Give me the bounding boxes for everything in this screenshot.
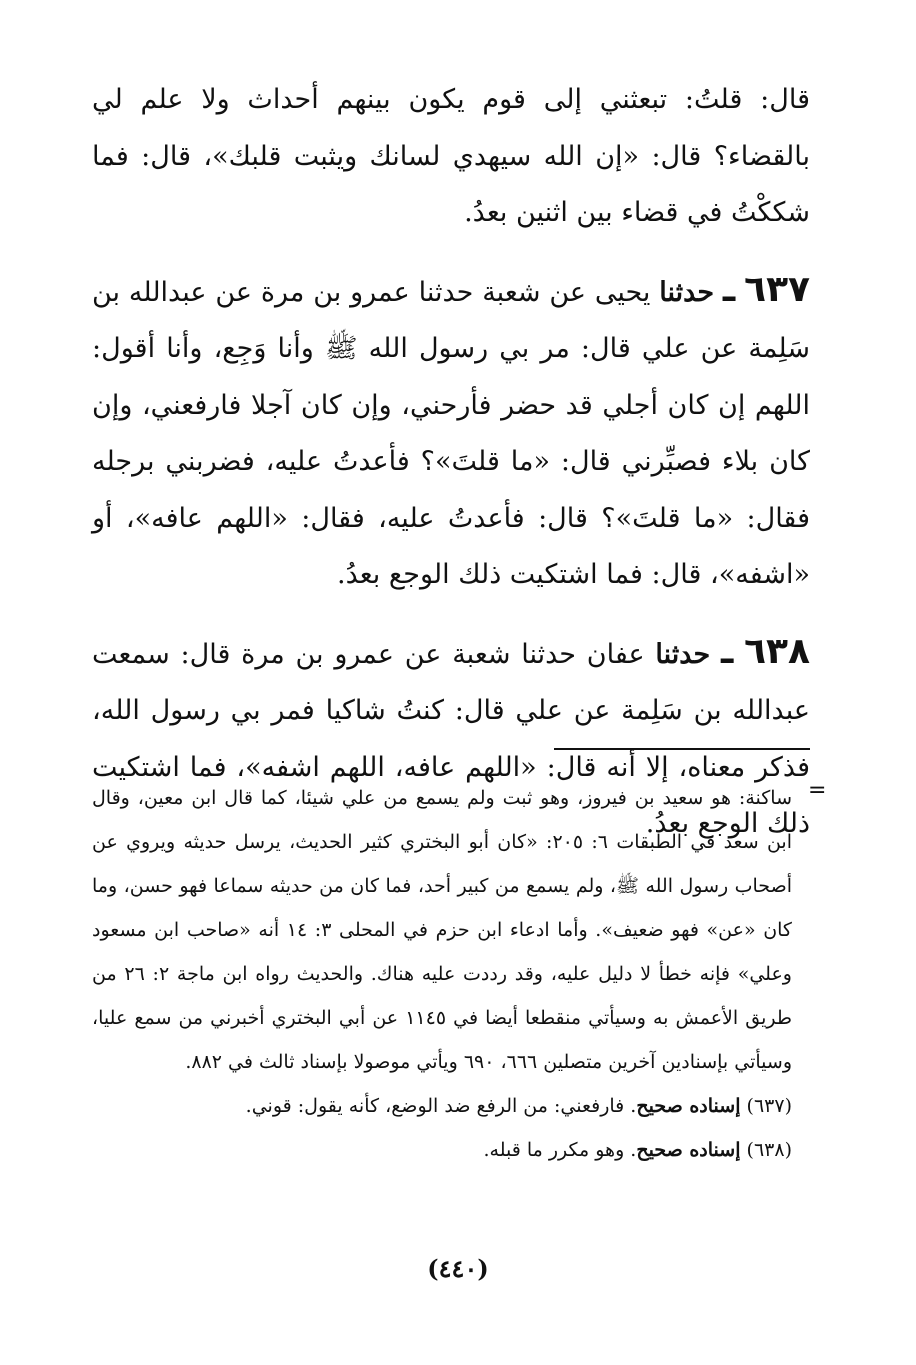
hadith-number: ٦٣٧	[744, 268, 811, 310]
continuation-mark: =	[808, 778, 827, 803]
hadith-dash: ـ	[722, 268, 736, 310]
footnote-ref: (٦٣٨)	[746, 1139, 792, 1161]
footnote-text: . فارفعني: من الرفع ضد الوضع، كأنه يقول: قوني.	[245, 1095, 637, 1117]
hadith-text: عفان حدثنا شعبة عن عمرو بن مرة قال: سمعت عبدالله بن سَلِمة عن علي قال: كنتُ شاكيا فمر بي رسول الله، فذكر معناه، إلا أنه قال: «اللهم عافه، اللهم اشفه»، فما اشتكيت ذلك الوجع بعدُ.	[92, 638, 810, 839]
hadith-number: ٦٣٨	[744, 630, 810, 672]
hadith-dash: ـ	[720, 630, 734, 672]
footnote-grade: إسناده صحيح	[636, 1139, 741, 1161]
footnote-ref: (٦٣٧)	[746, 1095, 792, 1117]
hadith-keyword: حدثنا	[659, 276, 715, 308]
hadith-text: يحيى عن شعبة حدثنا عمرو بن مرة عن عبدالله بن سَلِمة عن علي قال: مر بي رسول الله ﷺ وأنا وَجِع، وأنا أقول: اللهم إن كان أجلي قد حضر فأرحني، وإن كان آجلا فارفعني، وإن كان بلاء فصبِّرني قال: «ما قلتَ»؟ فأعدتُ عليه، فضربني برجله فقال: «ما قلتَ»؟ قال: فأعدتُ عليه، فقال: «اللهم عافه»، أو «اشفه»، قال: فما اشتكيت ذلك الوجع بعدُ.	[92, 276, 810, 590]
footnote-continued: ساكنة: هو سعيد بن فيروز، وهو ثبت ولم يسمع من علي شيئا، كما قال ابن معين، وقال ابن سعد في الطبقات ٦: ٢٠٥: «كان أبو البختري كثير الحديث، يرسل حديثه ويروي عن أصحاب رسول الله ﷺ، ولم يسمع من كبير أحد، فما كان من حديثه سماعا فهو حسن، وما كان «عن» فهو ضعيف». وأما ادعاء ابن حزم في المحلى ٣: ١٤ أنه «صاحب ابن مسعود وعلي» فإنه خطأ لا دليل عليه، وقد رددت عليه هناك. والحديث رواه ابن ماجة ٢: ٢٦ من طريق الأعمش به وسيأتي منقطعا أيضا في ١١٤٥ عن أبي البختري أخبرني من سمع عليا، وسيأتي بإسنادين آخرين متصلين ٦٦٦، ٦٩٠ ويأتي موصولا بإسناد ثالث في ٨٨٢.	[92, 787, 792, 1073]
footnote-grade: إسناده صحيح	[636, 1095, 741, 1117]
paragraph-intro: قال: قلتُ: تبعثني إلى قوم يكون بينهم أحداث ولا علم لي بالقضاء؟ قال: «إن الله سيهدي لسانك ويثبت قلبك»، قال: فما شككْتُ في قضاء بين اثنين بعدُ.	[92, 84, 810, 228]
hadith-keyword: حدثنا	[655, 638, 711, 670]
footnote-separator	[554, 748, 810, 750]
page-number: (٤٤٠)	[427, 1254, 489, 1283]
footnote-text: . وهو مكرر ما قبله.	[483, 1139, 637, 1161]
hadith-637	[92, 262, 810, 604]
footnotes	[92, 776, 792, 1172]
footnote-637	[92, 1084, 792, 1128]
footnote-638	[92, 1128, 792, 1172]
main-text	[92, 72, 810, 873]
